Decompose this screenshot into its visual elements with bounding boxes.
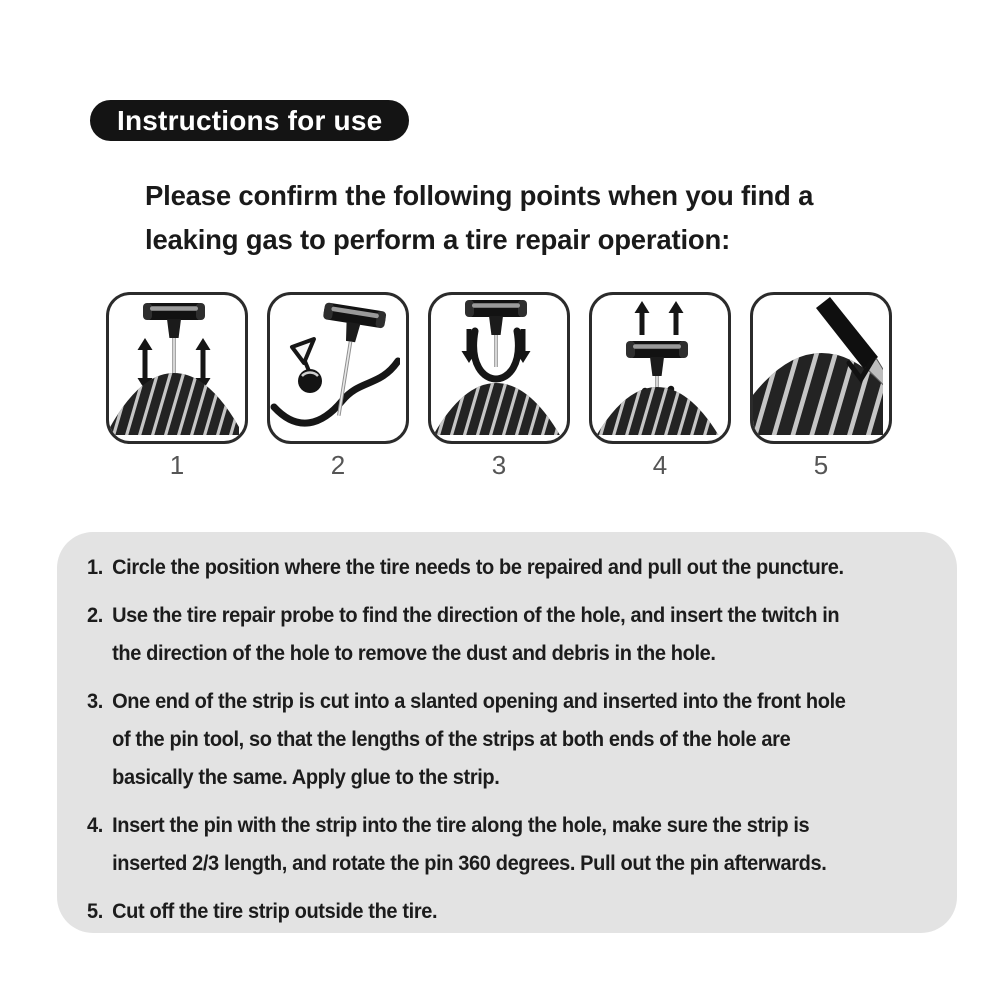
instruction-item-1-line-1: Circle the position where the tire needs to be repaired and pull out the puncture. — [112, 555, 844, 579]
step-5-panel — [750, 292, 892, 444]
instruction-item-2-number: 2. — [87, 603, 103, 627]
instructions-for-use-badge — [90, 100, 409, 141]
step-4-panel — [589, 292, 731, 444]
instructions-list — [87, 548, 879, 930]
instruction-item-5-line-1: Cut off the tire strip outside the tire. — [112, 899, 438, 923]
step-5-number: 5 — [813, 450, 829, 480]
badge-label: Instructions for use — [117, 104, 383, 136]
instruction-item-4-number: 4. — [87, 813, 103, 837]
instruction-item-1-number: 1. — [87, 555, 103, 579]
instruction-item-4-line-2: inserted 2/3 length, and rotate the pin 360 degrees. Pull out the pin afterwards. — [112, 851, 827, 875]
instruction-item-2 — [87, 596, 879, 672]
step-3-panel — [428, 292, 570, 444]
strip-through-tool-icon — [431, 295, 561, 435]
step-1-panel — [106, 292, 248, 444]
pull-out-tool-icon — [592, 295, 722, 435]
instruction-item-2-line-1: Use the tire repair probe to find the direction of the hole, and insert the twitch in — [112, 603, 840, 627]
step-illustrations-row — [106, 292, 892, 444]
instruction-item-3-number: 3. — [87, 689, 103, 713]
instruction-item-5 — [87, 892, 879, 930]
step-4-number: 4 — [652, 450, 668, 480]
instruction-item-1 — [87, 548, 879, 586]
step-2-number: 2 — [330, 450, 346, 480]
instruction-item-3-line-1: One end of the strip is cut into a slanted opening and inserted into the front hole — [112, 689, 846, 713]
instruction-item-2-line-2: the direction of the hole to remove the dust and debris in the hole. — [112, 641, 716, 665]
instructions-box — [57, 532, 957, 933]
plunge-tool-into-tire-icon — [109, 295, 239, 435]
intro-heading-line-1: Please confirm the following points when you find a — [145, 180, 814, 211]
step-2-panel — [267, 292, 409, 444]
instruction-item-4-line-1: Insert the pin with the strip into the tire along the hole, make sure the strip is — [112, 813, 810, 837]
instruction-item-3-line-2: of the pin tool, so that the lengths of the strips at both ends of the hole are — [112, 727, 791, 751]
step-3-number: 3 — [491, 450, 507, 480]
step-numbers-row — [106, 450, 892, 481]
instruction-item-3-line-3: basically the same. Apply glue to the strip. — [112, 765, 500, 789]
intro-heading — [145, 174, 813, 262]
instruction-item-4 — [87, 806, 879, 882]
instruction-item-5-number: 5. — [87, 899, 103, 923]
cut-strip-blade-icon — [753, 295, 883, 435]
probe-and-strip-icon — [270, 295, 400, 435]
intro-heading-line-2: leaking gas to perform a tire repair operation: — [145, 224, 731, 255]
step-1-number: 1 — [169, 450, 185, 480]
instruction-item-3 — [87, 682, 879, 796]
